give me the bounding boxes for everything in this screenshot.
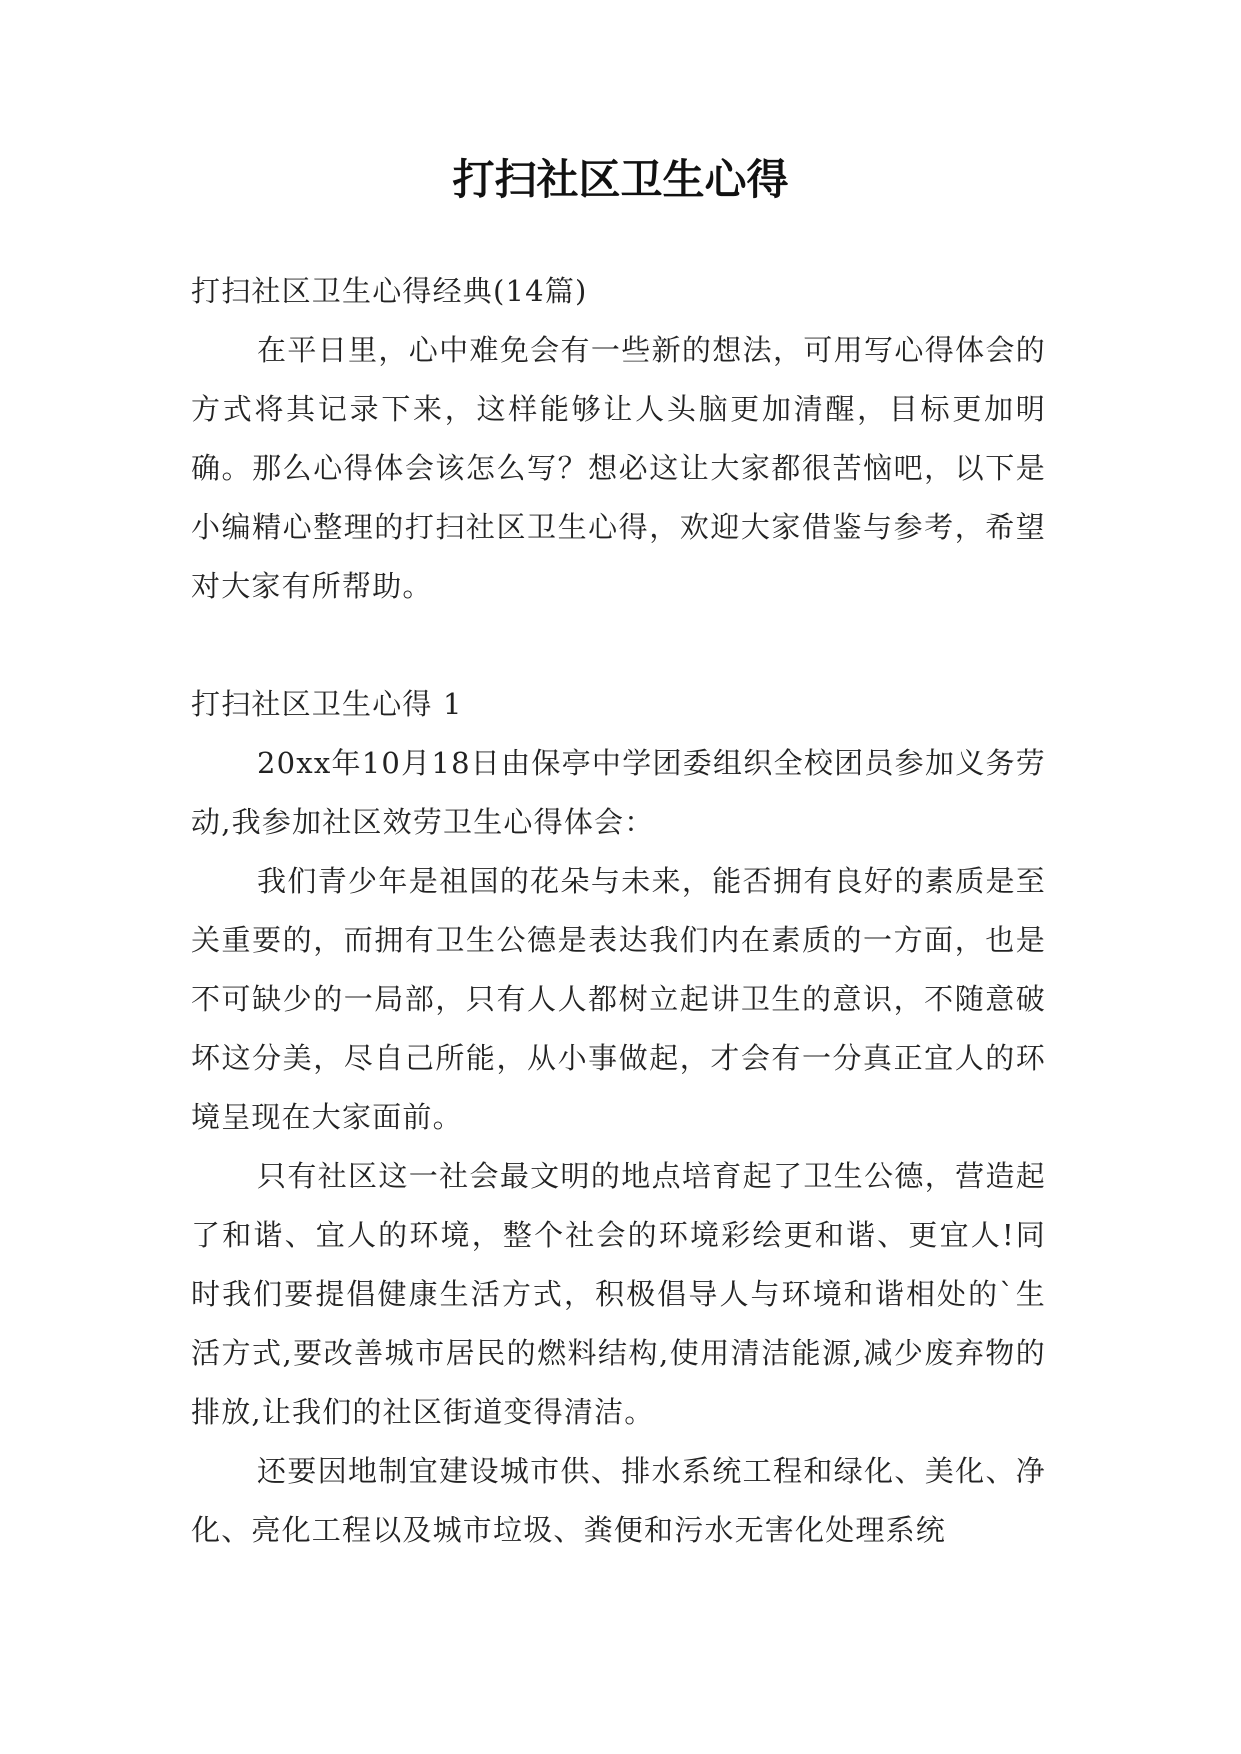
document-subtitle: 打扫社区卫生心得经典(14篇)	[191, 274, 588, 308]
intro-paragraph: 在平日里，心中难免会有一些新的想法，可用写心得体会的方式将其记录下来，这样能够让人头脑更加清醒，目标更加明确。那么心得体会该怎么写？想必这让大家都很苦恼吧，以下是小编精心整理的打扫社区卫生心得，欢迎大家借鉴与参考，希望对大家有所帮助。	[191, 333, 1046, 603]
section1-paragraph-1: 20xx年10月18日由保亭中学团委组织全校团员参加义务劳动,我参加社区效劳卫生心得体会：	[191, 746, 1046, 839]
section-heading-1: 打扫社区卫生心得 1	[191, 687, 463, 721]
document-title: 打扫社区卫生心得	[452, 155, 789, 204]
section1-paragraph-4: 还要因地制宜建设城市供、排水系统工程和绿化、美化、净化、亮化工程以及城市垃圾、粪便和污水无害化处理系统	[191, 1454, 1046, 1547]
section1-paragraph-3: 只有社区这一社会最文明的地点培育起了卫生公德，营造起了和谐、宜人的环境，整个社会的环境彩绘更和谐、更宜人!同时我们要提倡健康生活方式，积极倡导人与环境和谐相处的`生活方式,要改善城市居民的燃料结构,使用清洁能源,减少废弃物的排放,让我们的社区街道变得清洁。	[191, 1159, 1046, 1429]
section1-paragraph-2: 我们青少年是祖国的花朵与未来，能否拥有良好的素质是至关重要的，而拥有卫生公德是表达我们内在素质的一方面，也是不可缺少的一局部，只有人人都树立起讲卫生的意识，不随意破坏这分美，尽自己所能，从小事做起，才会有一分真正宜人的环境呈现在大家面前。	[191, 864, 1046, 1134]
document-body	[191, 262, 1046, 1560]
